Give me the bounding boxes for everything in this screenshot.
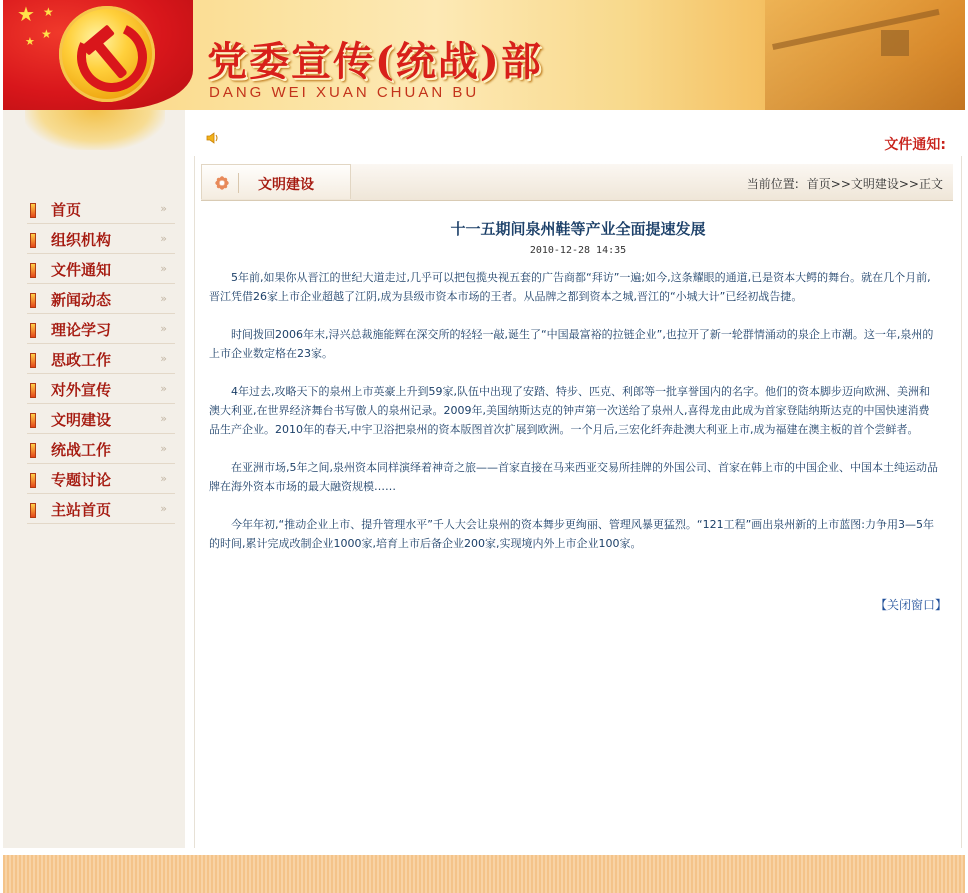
sidebar-item-home[interactable]: [27, 194, 175, 224]
article-paragraph: 时间拨回2006年末,浔兴总裁施能辉在深交所的轻轻一敲,诞生了“中国最富裕的拉链企业”,也拉开了新一轮群情涌动的泉企上市潮。这一年,泉州的上市企业数定格在23家。: [209, 328, 934, 360]
nav-bullet-icon: [30, 383, 36, 398]
sidebar-item-notices[interactable]: [27, 254, 175, 284]
sidebar-item-label: 统战工作: [51, 441, 112, 459]
sidebar-nav: [27, 194, 175, 524]
sidebar-item-main-site[interactable]: [27, 494, 175, 524]
double-chevron-icon: »: [160, 412, 167, 425]
tab-label: 文明建设: [258, 177, 314, 193]
nav-bullet-icon: [30, 473, 36, 488]
nav-bullet-icon: [30, 323, 36, 338]
sidebar-item-label: 思政工作: [51, 351, 112, 369]
double-chevron-icon: »: [160, 262, 167, 275]
notice-bar: [194, 128, 956, 152]
double-chevron-icon: »: [160, 442, 167, 455]
main-content: [194, 156, 962, 848]
nav-bullet-icon: [30, 233, 36, 248]
nav-bullet-icon: [30, 203, 36, 218]
breadcrumb: [747, 175, 943, 192]
sidebar-item-ideology[interactable]: [27, 344, 175, 374]
double-chevron-icon: »: [160, 322, 167, 335]
star-icon: ★: [43, 5, 54, 19]
speaker-icon: [206, 131, 220, 145]
flower-icon: [214, 175, 230, 191]
sidebar: [3, 110, 185, 848]
sidebar-item-label: 文明建设: [51, 411, 112, 429]
sidebar-item-label: 专题讨论: [51, 471, 112, 489]
breadcrumb-path[interactable]: 首页>>文明建设>>正文: [806, 177, 943, 191]
sidebar-item-label: 主站首页: [51, 501, 112, 519]
double-chevron-icon: »: [160, 202, 167, 215]
nav-bullet-icon: [30, 413, 36, 428]
great-wall-tower: [881, 30, 909, 56]
sidebar-item-publicity[interactable]: [27, 374, 175, 404]
site-title-pinyin: DANG WEI XUAN CHUAN BU: [209, 84, 480, 101]
double-chevron-icon: »: [160, 382, 167, 395]
double-chevron-icon: »: [160, 232, 167, 245]
sidebar-item-label: 对外宣传: [51, 381, 112, 399]
sidebar-item-label: 首页: [51, 201, 82, 219]
nav-bullet-icon: [30, 293, 36, 308]
article-body: [209, 268, 939, 572]
sidebar-item-organization[interactable]: [27, 224, 175, 254]
article-paragraph: 今年年初,“推动企业上市、提升管理水平”千人大会让泉州的资本舞步更绚丽、管理风暴更猛烈。“121工程”画出泉州新的上市蓝图:力争用3—5年的时间,累计完成改制企业1000家,培育上市后备企业200家,实现境内外上市企业100家。: [209, 518, 934, 550]
nav-bullet-icon: [30, 443, 36, 458]
sidebar-item-theory[interactable]: [27, 314, 175, 344]
star-icon: ★: [25, 35, 35, 48]
article-paragraph: 在亚洲市场,5年之间,泉州资本同样演绎着神奇之旅——首家直接在马来西亚交易所挂牌的外国公司、首家在韩上市的中国企业、中国本土纯运动品牌在海外资本市场的最大融资规模……: [209, 461, 938, 493]
double-chevron-icon: »: [160, 472, 167, 485]
star-icon: ★: [41, 27, 52, 41]
breadcrumb-prefix: 当前位置:: [746, 177, 799, 191]
sidebar-item-united-front[interactable]: [27, 434, 175, 464]
site-title: 党委宣传(统战)部: [207, 38, 543, 85]
double-chevron-icon: »: [160, 352, 167, 365]
notice-label[interactable]: 文件通知:: [884, 137, 946, 153]
star-icon: ★: [17, 2, 35, 26]
nav-bullet-icon: [30, 353, 36, 368]
tab-divider: [238, 173, 239, 193]
nav-bullet-icon: [30, 263, 36, 278]
sidebar-item-label: 文件通知: [51, 261, 112, 279]
sidebar-item-label: 新闻动态: [51, 291, 112, 309]
nav-bullet-icon: [30, 503, 36, 518]
footer-bar: [3, 855, 965, 893]
article-title: 十一五期间泉州鞋等产业全面提速发展: [450, 220, 706, 238]
sidebar-item-news[interactable]: [27, 284, 175, 314]
party-emblem-icon: [59, 6, 155, 102]
sidebar-item-label: 组织机构: [51, 231, 112, 249]
tab-civilization[interactable]: [201, 164, 351, 199]
double-chevron-icon: »: [160, 502, 167, 515]
article-paragraph: 4年过去,攻略天下的泉州上市英豪上升到59家,队伍中出现了安踏、特步、匹克、利郎等一批享誉国内的名字。他们的资本脚步迈向欧洲、美洲和澳大利亚,在世界经济舞台书写傲人的泉州记录。2009年,美国纳斯达克的钟声第一次送给了泉州人,喜得龙由此成为首家登陆纳斯达克的中国快速消费品生产企业。2010年的春天,中宇卫浴把泉州的资本版图首次扩展到欧洲。一个月后,三宏化纤奔赴澳大利亚上市,成为福建在澳主板的首个尝鲜者。: [209, 385, 930, 436]
article-date: 2010-12-28 14:35: [529, 245, 627, 256]
header-banner: [3, 0, 965, 110]
sidebar-item-label: 理论学习: [51, 321, 112, 339]
sidebar-item-civilization[interactable]: [27, 404, 175, 434]
double-chevron-icon: »: [160, 292, 167, 305]
sidebar-item-discussion[interactable]: [27, 464, 175, 494]
section-header: [201, 164, 953, 201]
article-paragraph: 5年前,如果你从晋江的世纪大道走过,几乎可以把包揽央视五套的广告商都“拜访”一遍;如今,这条耀眼的通道,已是资本大鳄的舞台。就在几个月前,晋江凭借26家上市企业超越了江阴,成为县级市资本市场的王者。从品牌之都到资本之城,晋江的“小城大计”已经初战告捷。: [209, 271, 931, 303]
emblem-shadow: [25, 110, 165, 150]
close-window-link[interactable]: 【关闭窗口】: [874, 598, 947, 612]
